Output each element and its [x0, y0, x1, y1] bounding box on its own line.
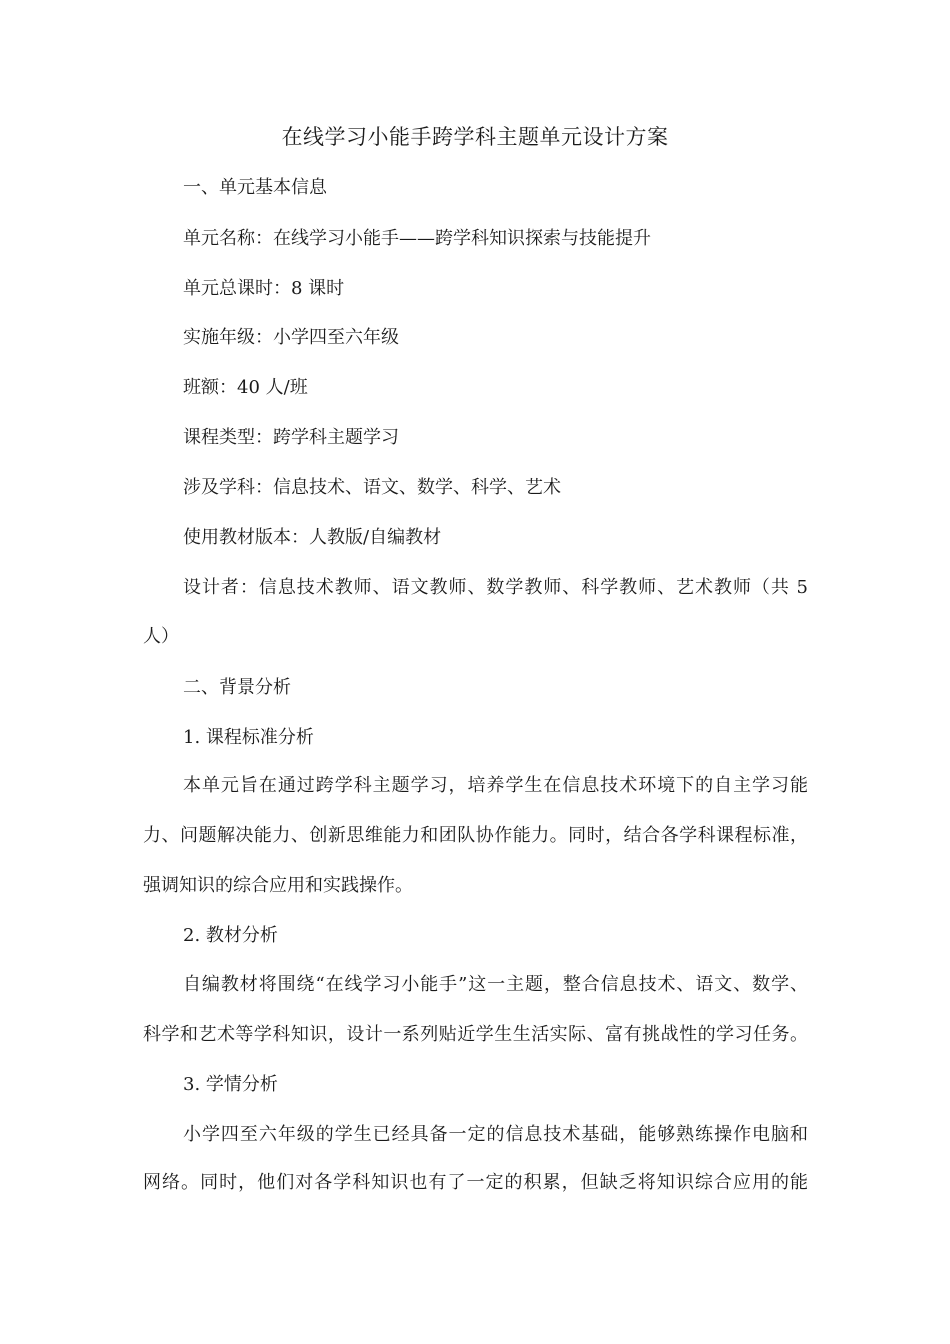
paragraph-line: 强调知识的综合应用和实践操作。 — [143, 875, 413, 896]
paragraph-line: 网络。同时，他们对各学科知识也有了一定的积累，但缺乏将知识综合应用的能 — [143, 1172, 808, 1193]
paragraph-line: 力、问题解决能力、创新思维能力和团队协作能力。同时，结合各学科课程标准， — [143, 825, 808, 846]
class-size: 班额：40 人/班 — [183, 377, 308, 398]
designers-line-2: 人） — [143, 626, 179, 647]
subheading-textbook-analysis: 2. 教材分析 — [183, 925, 278, 946]
subheading-student-analysis: 3. 学情分析 — [183, 1074, 278, 1095]
implementation-grade: 实施年级：小学四至六年级 — [183, 327, 399, 348]
subjects-involved: 涉及学科：信息技术、语文、数学、科学、艺术 — [183, 477, 561, 498]
course-type: 课程类型：跨学科主题学习 — [183, 427, 399, 448]
textbook-version: 使用教材版本：人教版/自编教材 — [183, 527, 442, 548]
unit-name: 单元名称：在线学习小能手——跨学科知识探索与技能提升 — [183, 228, 651, 249]
paragraph-line: 自编教材将围绕“在线学习小能手”这一主题，整合信息技术、语文、数学、 — [183, 974, 808, 995]
paragraph-line: 科学和艺术等学科知识，设计一系列贴近学生生活实际、富有挑战性的学习任务。 — [143, 1024, 808, 1045]
section-heading-basic-info: 一、单元基本信息 — [183, 177, 327, 198]
section-heading-background: 二、背景分析 — [183, 677, 291, 698]
subheading-curriculum-standard: 1. 课程标准分析 — [183, 727, 314, 748]
designers-line-1: 设计者：信息技术教师、语文教师、数学教师、科学教师、艺术教师（共 5 — [183, 577, 808, 598]
paragraph-line: 本单元旨在通过跨学科主题学习，培养学生在信息技术环境下的自主学习能 — [183, 775, 808, 796]
document-title: 在线学习小能手跨学科主题单元设计方案 — [281, 125, 669, 149]
unit-total-hours: 单元总课时：8 课时 — [183, 278, 345, 299]
paragraph-line: 小学四至六年级的学生已经具备一定的信息技术基础，能够熟练操作电脑和 — [183, 1124, 808, 1145]
